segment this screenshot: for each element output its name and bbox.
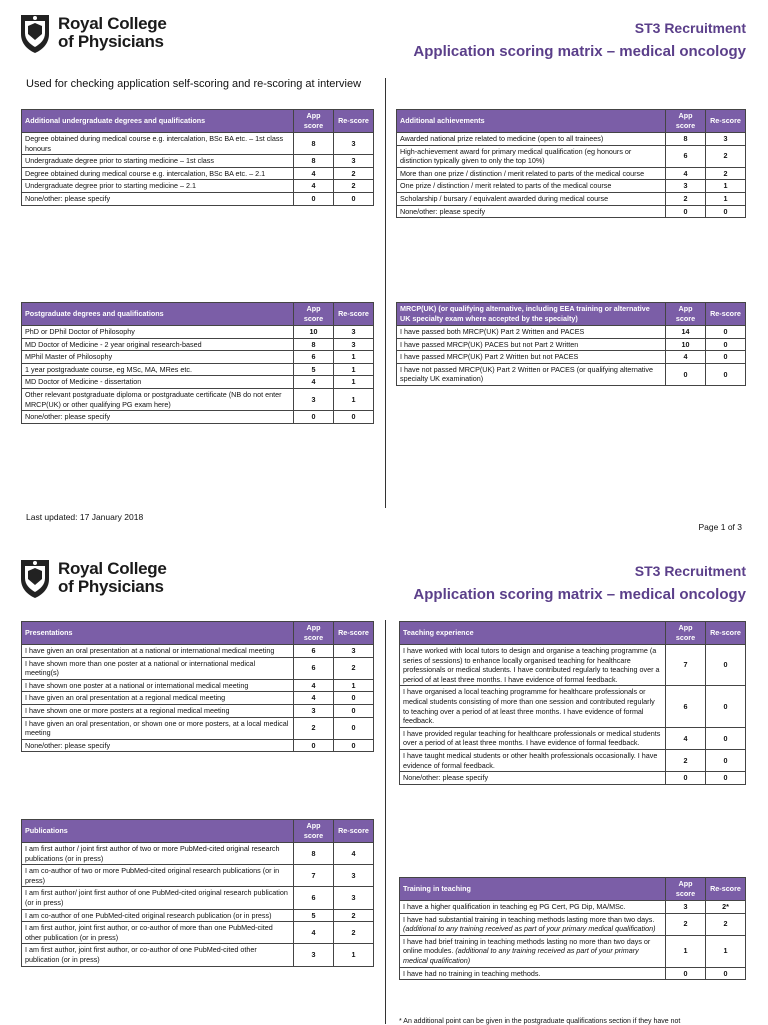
col-app-score: App score <box>666 878 706 901</box>
table-title: Training in teaching <box>400 878 666 901</box>
re-score: 2 <box>334 180 374 193</box>
criterion-text <box>22 865 294 887</box>
criterion-label: I have a higher qualification in teaching eg PG Cert, PG Dip, MA/MSc. <box>403 902 626 911</box>
table-title: Postgraduate degrees and qualifications <box>22 303 294 326</box>
app-score: 4 <box>294 376 334 389</box>
col-app-score: App score <box>666 622 706 645</box>
criterion-label: Undergraduate degree prior to starting medicine – 2.1 <box>25 181 197 191</box>
criterion-text <box>400 749 666 771</box>
criterion-label: More than one prize / distinction / merit related to parts of the medical course <box>400 168 645 178</box>
table-teaching <box>399 621 746 785</box>
criterion-text <box>22 887 294 909</box>
table-title: Publications <box>22 820 294 843</box>
table-row <box>22 865 374 887</box>
header-subtitle-2: Application scoring matrix – medical oncology <box>413 586 746 603</box>
app-score: 2 <box>666 749 706 771</box>
criterion-text <box>400 727 666 749</box>
criterion-label: I have organised a local teaching programme for healthcare professionals or medical students consisting of more than one session and contributed regularly to teaching over a period of at least three months. I have evidence of formal feedback. <box>403 687 655 726</box>
criterion-text <box>22 704 294 717</box>
table-training-teaching <box>399 877 746 980</box>
table-row <box>400 935 746 967</box>
table-row <box>397 180 746 193</box>
criterion-label: None/other: please specify <box>25 412 111 422</box>
table-row <box>22 692 374 705</box>
criterion-text <box>400 645 666 686</box>
col-app-score: App score <box>666 110 706 133</box>
criterion-label: I have passed MRCP(UK) PACES but not Part 2 Written <box>400 339 579 349</box>
app-score: 2 <box>666 913 706 935</box>
table-row <box>22 717 374 739</box>
criterion-label: I am co-author of two or more PubMed-cited original research publications (or in press) <box>25 866 280 885</box>
table-row <box>22 411 374 424</box>
table-title: Teaching experience <box>400 622 666 645</box>
criterion-text <box>400 935 666 967</box>
re-score: 0 <box>334 704 374 717</box>
criterion-text <box>22 351 294 364</box>
re-score: 3 <box>706 133 746 146</box>
criterion-label: None/other: please specify <box>25 193 111 203</box>
criterion-text <box>22 717 294 739</box>
col-re-score: Re-score <box>334 820 374 843</box>
criterion-text <box>400 967 666 980</box>
table-row <box>22 645 374 658</box>
criterion-text <box>22 679 294 692</box>
re-score: 0 <box>706 645 746 686</box>
criterion-text <box>22 909 294 922</box>
table-row <box>22 922 374 944</box>
table-presentations <box>21 621 374 752</box>
criterion-label: I have shown more than one poster at a national or international medical meeting(s) <box>25 658 256 678</box>
re-score: 1 <box>334 679 374 692</box>
re-score: 0 <box>334 692 374 705</box>
col-re-score: Re-score <box>334 303 374 326</box>
table-row <box>22 843 374 865</box>
app-score: 8 <box>294 843 334 865</box>
app-score: 3 <box>666 180 706 193</box>
re-score: 4 <box>334 843 374 865</box>
app-score: 6 <box>294 351 334 364</box>
app-score: 4 <box>294 922 334 944</box>
app-score: 0 <box>666 772 706 785</box>
app-score: 0 <box>294 411 334 424</box>
app-score: 10 <box>666 338 706 351</box>
criterion-text <box>22 692 294 705</box>
col-re-score: Re-score <box>706 622 746 645</box>
table-row <box>397 145 746 167</box>
app-score: 8 <box>294 155 334 168</box>
criterion-text <box>22 843 294 865</box>
app-score: 3 <box>666 901 706 914</box>
table-row <box>400 645 746 686</box>
col-re-score: Re-score <box>706 110 746 133</box>
re-score: 3 <box>334 155 374 168</box>
criterion-text <box>397 351 666 364</box>
table-row <box>400 913 746 935</box>
table-row <box>22 704 374 717</box>
rcp-logo-2 <box>18 557 167 599</box>
page-2 <box>0 552 768 1024</box>
app-score: 4 <box>294 679 334 692</box>
table-header-row <box>400 878 746 901</box>
table-mrcp <box>396 302 746 386</box>
criterion-text <box>400 913 666 935</box>
table-title: Additional undergraduate degrees and qualifications <box>22 110 294 133</box>
table-row <box>22 192 374 205</box>
table-row <box>400 967 746 980</box>
re-score: 0 <box>706 749 746 771</box>
table-header-row <box>397 303 746 326</box>
re-score: 3 <box>334 887 374 909</box>
criterion-label: 1 year postgraduate course, eg MSc, MA, MRes etc. <box>25 364 192 374</box>
criterion-text <box>22 388 294 410</box>
table-publications <box>21 819 374 967</box>
header-title: ST3 Recruitment <box>634 20 746 36</box>
re-score: 0 <box>706 686 746 727</box>
table-row <box>400 686 746 727</box>
criterion-text <box>397 133 666 146</box>
criterion-text <box>22 155 294 168</box>
logo-line-2: of Physicians <box>58 577 164 596</box>
app-score: 8 <box>666 133 706 146</box>
intro-text: Used for checking application self-scoring and re-scoring at interview <box>26 78 362 90</box>
app-score: 2 <box>666 192 706 205</box>
col-app-score: App score <box>294 303 334 326</box>
re-score: 0 <box>706 338 746 351</box>
re-score: 2 <box>334 909 374 922</box>
criterion-text <box>22 326 294 339</box>
re-score: 1 <box>706 192 746 205</box>
criterion-label: Other relevant postgraduate diploma or postgraduate certificate (NB do not enter MRCP(UK) or other qualifying PG exam here) <box>25 389 282 409</box>
criterion-text <box>22 922 294 944</box>
re-score: 1 <box>706 935 746 967</box>
criterion-text <box>397 167 666 180</box>
rcp-logo <box>18 12 167 54</box>
header-subtitle: Application scoring matrix – medical oncology <box>413 43 746 60</box>
criterion-label: I am first author / joint first author of two or more PubMed-cited original research publications (or in press) <box>25 844 280 863</box>
table-header-row <box>22 622 374 645</box>
criterion-text <box>22 363 294 376</box>
table-row <box>22 739 374 752</box>
re-score: 1 <box>334 363 374 376</box>
criterion-text <box>22 739 294 752</box>
criterion-text <box>22 133 294 155</box>
criterion-label: None/other: please specify <box>400 206 486 216</box>
column-divider-2 <box>385 620 386 1024</box>
re-score: 1 <box>334 944 374 966</box>
table-row <box>397 192 746 205</box>
criterion-label: I am first author, joint first author, or co-author of more than one PubMed-cited other publication (or in press) <box>25 923 273 942</box>
app-score: 0 <box>666 363 706 385</box>
app-score: 6 <box>294 645 334 658</box>
table-row <box>22 679 374 692</box>
table-row <box>22 388 374 410</box>
criterion-text <box>397 145 666 167</box>
table-row <box>22 167 374 180</box>
criterion-label: I have passed both MRCP(UK) Part 2 Written and PACES <box>400 327 585 336</box>
re-score: 1 <box>334 376 374 389</box>
criterion-label: I am first author, joint first author, or co-author of one PubMed-cited other publication (or in press) <box>25 945 257 964</box>
criterion-text <box>22 411 294 424</box>
table-row <box>22 326 374 339</box>
re-score: 0 <box>706 326 746 339</box>
criterion-label: I have given an oral presentation, or shown one or more posters, at a local medical meeting <box>25 718 289 738</box>
table-postgraduate <box>21 302 374 424</box>
table-header-row <box>400 622 746 645</box>
criterion-label: I have given an oral presentation at a regional medical meeting <box>25 693 226 703</box>
col-app-score: App score <box>294 622 334 645</box>
table-title: Presentations <box>22 622 294 645</box>
app-score: 8 <box>294 133 334 155</box>
criterion-text <box>400 901 666 914</box>
criterion-text <box>397 192 666 205</box>
app-score: 4 <box>666 167 706 180</box>
re-score: 2 <box>334 922 374 944</box>
app-score: 0 <box>294 192 334 205</box>
table-row <box>22 338 374 351</box>
app-score: 0 <box>294 739 334 752</box>
criterion-label: I have had no training in teaching methods. <box>403 968 541 978</box>
crest-icon <box>18 12 52 54</box>
re-score: 3 <box>334 645 374 658</box>
re-score: 0 <box>334 717 374 739</box>
table-row <box>22 376 374 389</box>
criterion-label: Degree obtained during medical course e.g. intercalation, BSc BA etc. – 1st class honours <box>25 134 284 153</box>
col-app-score: App score <box>666 303 706 326</box>
re-score: 2 <box>706 145 746 167</box>
app-score: 5 <box>294 909 334 922</box>
criterion-label: I have shown one poster at a national or international medical meeting <box>25 680 249 690</box>
col-re-score: Re-score <box>334 110 374 133</box>
logo-line-2: of Physicians <box>58 32 164 51</box>
table-row <box>397 205 746 218</box>
table-row <box>22 909 374 922</box>
footnote: * An additional point can be given in the postgraduate qualifications section if they have not <box>399 1018 681 1025</box>
re-score: 3 <box>334 326 374 339</box>
table-row <box>397 167 746 180</box>
re-score: 0 <box>706 772 746 785</box>
app-score: 6 <box>294 657 334 679</box>
criterion-label: None/other: please specify <box>25 740 111 750</box>
table-title: MRCP(UK) (or qualifying alternative, including EEA training or alternative UK specialty exam where accepted by the specialty) <box>397 303 666 326</box>
criterion-text <box>22 657 294 679</box>
table-row <box>22 657 374 679</box>
criterion-label: I have shown one or more posters at a regional medical meeting <box>25 705 230 715</box>
criterion-text <box>22 338 294 351</box>
app-score: 3 <box>294 944 334 966</box>
table-header-row <box>22 820 374 843</box>
criterion-label: High-achievement award for primary medical qualification (eg honours or distinction typically given to only the top 10%) <box>400 146 632 166</box>
criterion-label: I have passed MRCP(UK) Part 2 Written but not PACES <box>400 352 579 362</box>
criterion-label: I have provided regular teaching for healthcare professionals or medical students over a period of at least three months. I have evidence of formal feedback. <box>403 728 661 748</box>
table-achievements <box>396 109 746 218</box>
col-re-score: Re-score <box>334 622 374 645</box>
criterion-text <box>397 338 666 351</box>
re-score: 0 <box>334 411 374 424</box>
app-score: 1 <box>666 935 706 967</box>
re-score: 0 <box>706 351 746 364</box>
re-score: 1 <box>706 180 746 193</box>
criterion-text <box>400 686 666 727</box>
criterion-label: Undergraduate degree prior to starting medicine – 1st class <box>25 156 214 166</box>
criterion-text <box>22 192 294 205</box>
criterion-label: None/other: please specify <box>403 773 489 783</box>
criterion-label: I have not passed MRCP(UK) Part 2 Written or PACES (or qualifying alternative specialty UK examination) <box>400 364 653 384</box>
criterion-label: I have taught medical students or other health professionals occasionally. I have evidence of formal feedback. <box>403 750 658 770</box>
app-score: 4 <box>666 727 706 749</box>
header-title-2: ST3 Recruitment <box>634 563 746 579</box>
criterion-text <box>397 205 666 218</box>
app-score: 2 <box>294 717 334 739</box>
criterion-note: (additional to any training received as part of your primary medical qualification) <box>403 946 639 965</box>
re-score: 3 <box>334 338 374 351</box>
criterion-label: MD Doctor of Medicine - 2 year original research-based <box>25 339 202 349</box>
app-score: 4 <box>294 167 334 180</box>
col-re-score: Re-score <box>706 878 746 901</box>
re-score: 0 <box>706 727 746 749</box>
table-row <box>22 180 374 193</box>
table-row <box>22 133 374 155</box>
table-header-row <box>22 303 374 326</box>
criterion-text <box>22 376 294 389</box>
criterion-label: Scholarship / bursary / equivalent awarded during medical course <box>400 193 609 203</box>
table-row <box>400 749 746 771</box>
app-score: 7 <box>294 865 334 887</box>
criterion-text <box>22 167 294 180</box>
re-score: 1 <box>334 351 374 364</box>
table-header-row <box>397 110 746 133</box>
app-score: 4 <box>294 180 334 193</box>
table-row <box>397 351 746 364</box>
table-header-row <box>22 110 374 133</box>
app-score: 0 <box>666 205 706 218</box>
criterion-label: MPhil Master of Philosophy <box>25 352 113 362</box>
criterion-label: MD Doctor of Medicine - dissertation <box>25 377 142 387</box>
criterion-label: I have worked with local tutors to design and organise a teaching programme (a series of sessions) to enhance locally organised teaching for healthcare professionals or medical students. I have contributed regularly to teaching over a period of at least three months. I have evidence of formal feedback. <box>403 646 660 684</box>
criterion-text <box>22 645 294 658</box>
re-score: 0 <box>706 363 746 385</box>
re-score: 3 <box>334 133 374 155</box>
criterion-label: I have had substantial training in teaching methods lasting more than two days. <box>403 914 655 924</box>
app-score: 10 <box>294 326 334 339</box>
re-score: 2 <box>334 167 374 180</box>
table-row <box>397 363 746 385</box>
app-score: 6 <box>666 686 706 727</box>
table-row <box>22 155 374 168</box>
criterion-text <box>400 772 666 785</box>
criterion-label: Awarded national prize related to medicine (open to all trainees) <box>400 134 604 143</box>
criterion-text <box>397 326 666 339</box>
page-number: Page 1 of 3 <box>698 522 742 532</box>
criterion-label: I have given an oral presentation at a national or international medical meeting <box>25 646 275 655</box>
table-row <box>397 326 746 339</box>
app-score: 4 <box>294 692 334 705</box>
criterion-note: (additional to any training received as part of your primary medical qualification) <box>403 924 656 934</box>
criterion-text <box>22 180 294 193</box>
re-score: 0 <box>334 739 374 752</box>
table-title: Additional achievements <box>397 110 666 133</box>
last-updated: Last updated: 17 January 2018 <box>26 512 144 522</box>
criterion-label: Degree obtained during medical course e.g. intercalation, BSc BA etc. – 2.1 <box>25 168 266 178</box>
logo-line-1: Royal College <box>58 559 167 578</box>
table-ug <box>21 109 374 206</box>
app-score: 0 <box>666 967 706 980</box>
app-score: 3 <box>294 388 334 410</box>
criterion-label: PhD or DPhil Doctor of Philosophy <box>25 327 135 336</box>
col-app-score: App score <box>294 110 334 133</box>
app-score: 7 <box>666 645 706 686</box>
app-score: 5 <box>294 363 334 376</box>
table-row <box>22 887 374 909</box>
re-score: 3 <box>334 865 374 887</box>
table-row <box>22 944 374 966</box>
col-app-score: App score <box>294 820 334 843</box>
app-score: 8 <box>294 338 334 351</box>
criterion-text <box>397 363 666 385</box>
re-score: 2 <box>334 657 374 679</box>
criterion-label: I am first author/ joint first author of one PubMed-cited original research publication (or in press) <box>25 888 288 907</box>
table-row <box>400 901 746 914</box>
col-re-score: Re-score <box>706 303 746 326</box>
criterion-label: I have had brief training in teaching methods lasting no more than two days or online modules. <box>403 936 651 956</box>
table-row <box>397 133 746 146</box>
table-row <box>22 363 374 376</box>
re-score: 0 <box>334 192 374 205</box>
table-row <box>400 772 746 785</box>
app-score: 3 <box>294 704 334 717</box>
app-score: 6 <box>294 887 334 909</box>
re-score: 0 <box>706 205 746 218</box>
re-score: 0 <box>706 967 746 980</box>
table-row <box>397 338 746 351</box>
column-divider <box>385 78 386 508</box>
app-score: 4 <box>666 351 706 364</box>
table-row <box>400 727 746 749</box>
criterion-text <box>22 944 294 966</box>
crest-icon <box>18 557 52 599</box>
criterion-label: I am co-author of one PubMed-cited original research publication (or in press) <box>25 910 272 920</box>
re-score: 1 <box>334 388 374 410</box>
app-score: 14 <box>666 326 706 339</box>
table-row <box>22 351 374 364</box>
app-score: 6 <box>666 145 706 167</box>
criterion-label: One prize / distinction / merit related to parts of the medical course <box>400 181 612 191</box>
re-score: 2 <box>706 167 746 180</box>
criterion-text <box>397 180 666 193</box>
re-score: 2 <box>706 913 746 935</box>
logo-line-1: Royal College <box>58 14 167 33</box>
re-score: 2* <box>706 901 746 914</box>
